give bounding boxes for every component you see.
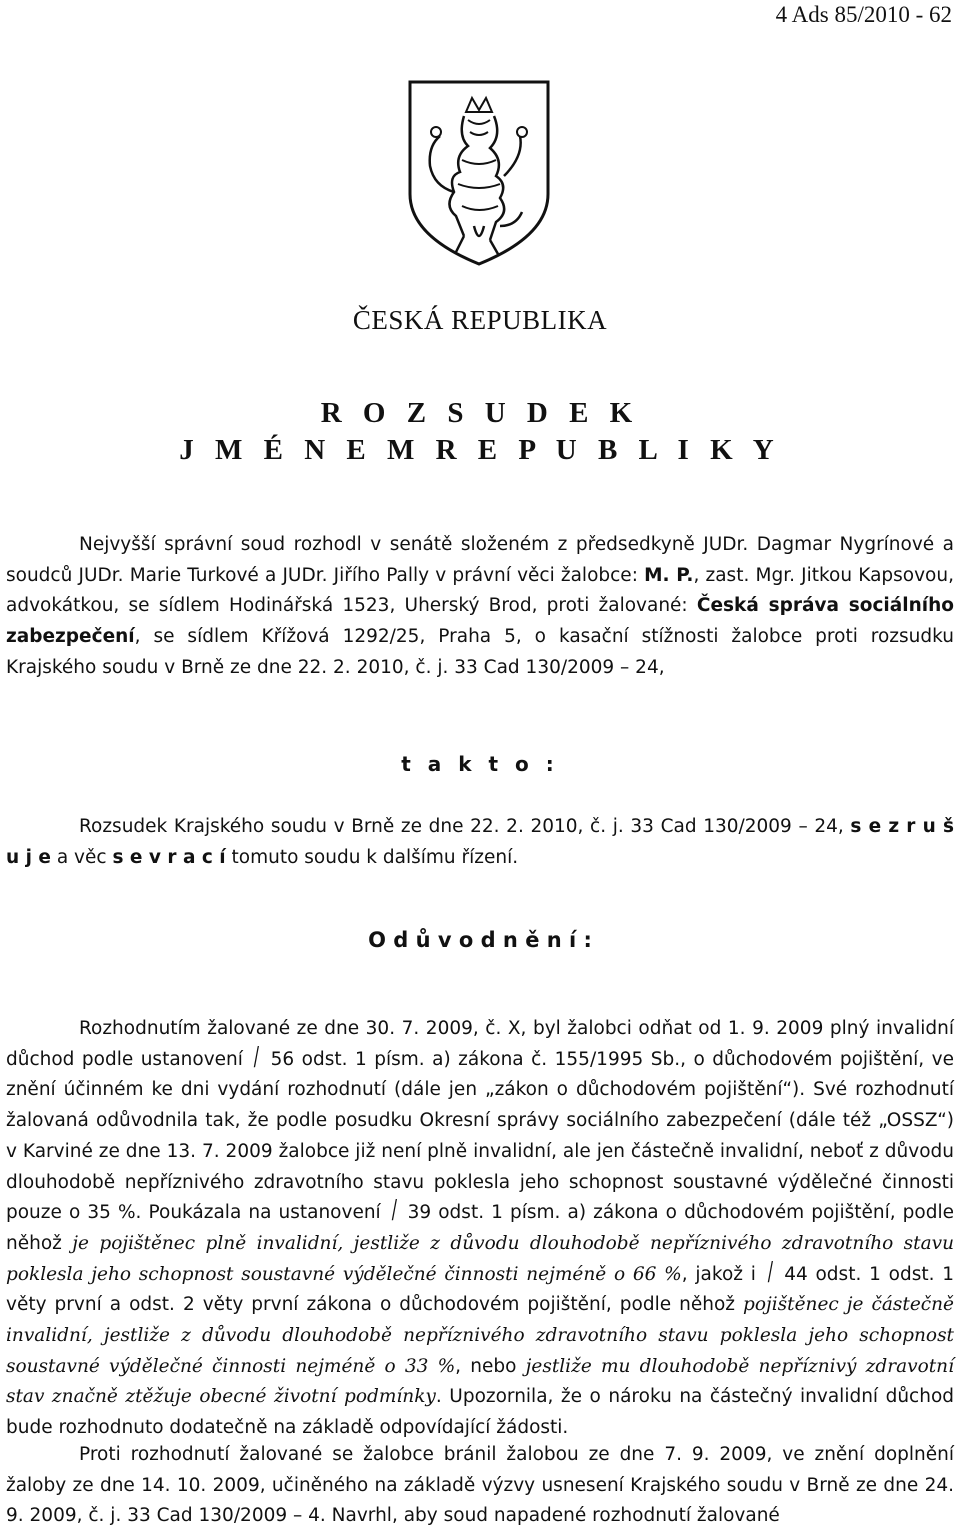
section-symbol-icon: / <box>767 1256 773 1287</box>
reasoning-text-f: , nebo <box>455 1355 526 1377</box>
verdict-text-1: Rozsudek Krajského soudu v Brně ze dne 22. 2. 2010, č. j. 33 Cad 130/2009 – 24, <box>79 816 851 837</box>
reasoning-text-a: Rozhodnutím žalované ze dne 30. 7. 2009, č. X, byl žalobci odňat od 1. 9. 2009 plný invalidní důchod podle ustanovení <box>6 1018 954 1070</box>
reasoning-text-e: 44 odst. 1 odst. 1 věty první a odst. 2 věty první zákona o důchodovém pojištění, podle něhož <box>6 1263 955 1316</box>
verdict-returned: s e v r a c í <box>112 846 226 868</box>
document-title: R O Z S U D E K <box>320 397 640 429</box>
reasoning-text-p2: Proti rozhodnutí žalované se žalobce bránil žalobou ze dne 7. 9. 2009, ve znění doplnění žaloby ze dne 14. 10. 2009, učiněného na základě výzvy usnesení Krajského soudu v Brně ze dne 24. 9. 2009, č. j. 33 Cad 130/2009 – 4. Navrhl, aby soud napadené rozhodnutí žalované <box>6 1444 954 1527</box>
section-symbol-icon: / <box>254 1041 260 1072</box>
reasoning-text-b: 56 odst. 1 písm. a) zákona č. 155/1995 Sb., o důchodovém pojištění, ve znění účinném ke dni vydání rozhodnutí (dále jen „zákon o důchodovém pojištění“). Své rozhodnutí žalovaná odůvodnila tak, že podle posudku Okresní správy sociálního zabezpečení (dále též „OSSZ“) v Karviné ze dne 13. 7. 2009 žalobce již není plně invalidní, ale jen částečně invalidní, neboť z důvodu dlouhodobě nepříznivého zdravotního stavu poklesla jeho schopnost soustavné výdělečné činnosti pouze o 35 %. Poukázala na ustanovení <box>6 1048 954 1224</box>
intro-text-1: Nejvyšší správní soud rozhodl v senátě složeném z předsedkyně JUDr. Dagmar Nygrínové a soudců JUDr. Marie Turkové a JUDr. Jiřího Pally v právní věci žalobce: <box>6 534 954 586</box>
quote-full-invalidity: je pojištěnec plně invalidní, jestliže z důvodu dlouhodobě nepříznivého zdravotního stavu poklesla jeho schopnost soustavné výdělečné činnosti nejméně o 66 % <box>6 1232 954 1285</box>
intro-text-2: , zast. Mgr. Jitkou Kapsovou, advokátkou, se sídlem Hodinářská 1523, Uherský Brod, proti žalované: <box>6 564 954 617</box>
case-number: 4 Ads 85/2010 - 62 <box>775 2 952 27</box>
intro-paragraph <box>6 530 954 684</box>
section-symbol-icon: / <box>391 1195 397 1226</box>
reasoning-text-d: , jakož i <box>681 1263 764 1285</box>
verdict-paragraph <box>6 812 954 873</box>
reasoning-text-g: . Upozornila, že o nároku na částečný invalidní důchod bude rozhodnuto dodatečně na základě odpovídající žádosti. <box>6 1386 955 1439</box>
reasoning-paragraph-1 <box>6 1014 954 1444</box>
state-emblem-lion-icon <box>404 76 554 268</box>
verdict-cancelled: s e z r u š u j e <box>6 816 954 868</box>
country-name: ČESKÁ REPUBLIKA <box>352 305 608 335</box>
verdict-text-3: tomuto soudu k dalšímu řízení. <box>225 846 519 868</box>
intro-text-3: , se sídlem Křížová 1292/25, Praha 5, o kasační stížnosti žalobce proti rozsudku Krajského soudu v Brně ze dne 22. 2. 2010, č. j. 33 Cad 130/2009 – 24, <box>6 626 954 678</box>
document-subtitle: J M É N E M R E P U B L I K Y <box>179 434 781 466</box>
reasoning-heading: O d ů v o d n ě n í : <box>368 928 592 952</box>
verdict-text-2: a věc <box>50 846 113 868</box>
quote-partial-invalidity: pojištěnec je částečně invalidní, jestliže z důvodu dlouhodobě nepříznivého zdravotního stavu poklesla jeho schopnost soustavné výdělečné činnosti nejméně o 33 % <box>6 1294 954 1377</box>
reasoning-paragraph-2 <box>6 1440 954 1532</box>
reasoning-text-c: 39 odst. 1 písm. a) zákona o důchodovém pojištění, podle něhož <box>6 1202 955 1254</box>
quote-living-conditions: jestliže mu dlouhodobě nepříznivý zdravotní stav značně ztěžuje obecné životní podmínky <box>6 1355 955 1408</box>
defendant-name: Česká správa sociálního zabezpečení <box>6 595 954 648</box>
verdict-heading: t a k t o : <box>401 752 559 776</box>
plaintiff-name: M. P. <box>644 564 694 586</box>
